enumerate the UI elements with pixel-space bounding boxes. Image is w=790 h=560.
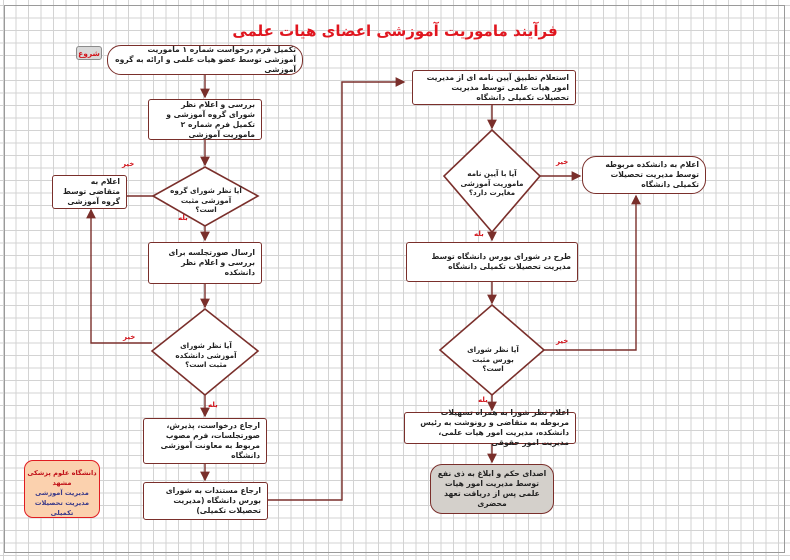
step-council-agenda <box>406 242 578 282</box>
university-dept-1: مدیریت آموزشی <box>35 489 89 497</box>
edge-d2-n1 <box>91 210 152 343</box>
notify-faculty <box>582 156 706 194</box>
notify-faculty-text: اعلام به دانشکده مربوطه توسط مدیریت تحصیلات تکمیلی دانشگاه <box>605 160 699 189</box>
label-d3-yes: بله <box>474 230 484 238</box>
step-regulation-inquiry <box>412 70 576 105</box>
step-refer-scholarship-council <box>143 482 268 520</box>
label-d1-yes: بله <box>178 214 188 222</box>
decision-faculty-approved: آیا نظر شورای آموزشی دانشکده مثبت است؟ <box>175 341 237 369</box>
decision-council-approved: آیا نظر شورای بورس مثبت است؟ <box>467 345 519 373</box>
label-d1-no: خیر <box>122 160 135 168</box>
university-badge <box>24 460 100 518</box>
university-dept-2: مدیریت تحصیلات تکمیلی <box>34 499 90 517</box>
step-refer-deputy-text: ارجاع درخواست، پذیرش، صورتجلسات، فرم مصوب مربوط به معاونت آموزشی دانشگاه <box>160 421 260 460</box>
step-group-review-text: بررسی و اعلام نظر شورای گروه آموزشی و تکمیل فرم شماره ۲ ماموریت آموزشی <box>166 99 255 139</box>
label-d2-no: خیر <box>123 333 136 341</box>
end-issue-decree-text: اصدای حکم و ابلاغ به ذی نفع توسط مدیریت امور هیات علمی پس از دریافت تعهد محضری <box>437 469 547 508</box>
step-announce-decision <box>404 408 576 447</box>
start-label: شروع <box>76 46 102 60</box>
university-name: دانشگاه علوم پزشکی مشهد <box>27 469 97 487</box>
edge-s5-s6 <box>268 82 404 500</box>
decision-regulation-conflict: آیا با آیین نامه ماموریت آموزشی مغایرت دارد؟ <box>460 169 524 197</box>
diagram-title: فرآیند ماموریت آموزشی اعضای هیات علمی <box>232 22 558 40</box>
step-group-review <box>148 99 262 140</box>
label-d2-yes: بله <box>208 401 218 409</box>
step-refer-scholarship-council-text: ارجاع مستندات به شورای بورس دانشگاه (مدیریت تحصیلات تکمیلی) <box>165 486 261 515</box>
label-d4-no: خیر <box>556 337 569 345</box>
decision-group-approved: آیا نظر شورای گروه آموزشی مثبت است؟ <box>170 186 242 214</box>
notify-applicant-group <box>52 175 127 209</box>
step-regulation-inquiry-text: استعلام تطبیق آیین نامه ای از مدیریت امور هیات علمی توسط مدیریت تحصیلات تکمیلی دانشگاه <box>426 72 569 102</box>
step-submit-request <box>107 45 303 75</box>
step-refer-deputy <box>143 418 267 464</box>
label-d4-yes: بله <box>478 396 488 404</box>
step-send-minutes-text: ارسال صورتجلسه برای بررسی و اعلام نظر دانشکده <box>168 248 255 277</box>
step-council-agenda-text: طرح در شورای بورس دانشگاه توسط مدیریت تحصیلات تکمیلی دانشگاه <box>431 252 571 271</box>
end-issue-decree <box>430 464 554 514</box>
step-announce-decision-text: اعلام نظر شورا به همراه تسهیلات مربوطه به متقاضی و رونوشت به رئیس دانشکده، مدیریت امور هیات علمی، مدیریت امور حقوقی <box>420 408 569 447</box>
label-d3-no: خیر <box>556 158 569 166</box>
notify-applicant-group-text: اعلام به متقاضی توسط گروه آموزشی <box>63 177 120 206</box>
step-send-minutes <box>148 242 262 284</box>
step-submit-request-text: تکمیل فرم درخواست شماره ۱ ماموریت آموزشی توسط عضو هیات علمی و ارائه به گروه آموزشی <box>115 45 296 74</box>
